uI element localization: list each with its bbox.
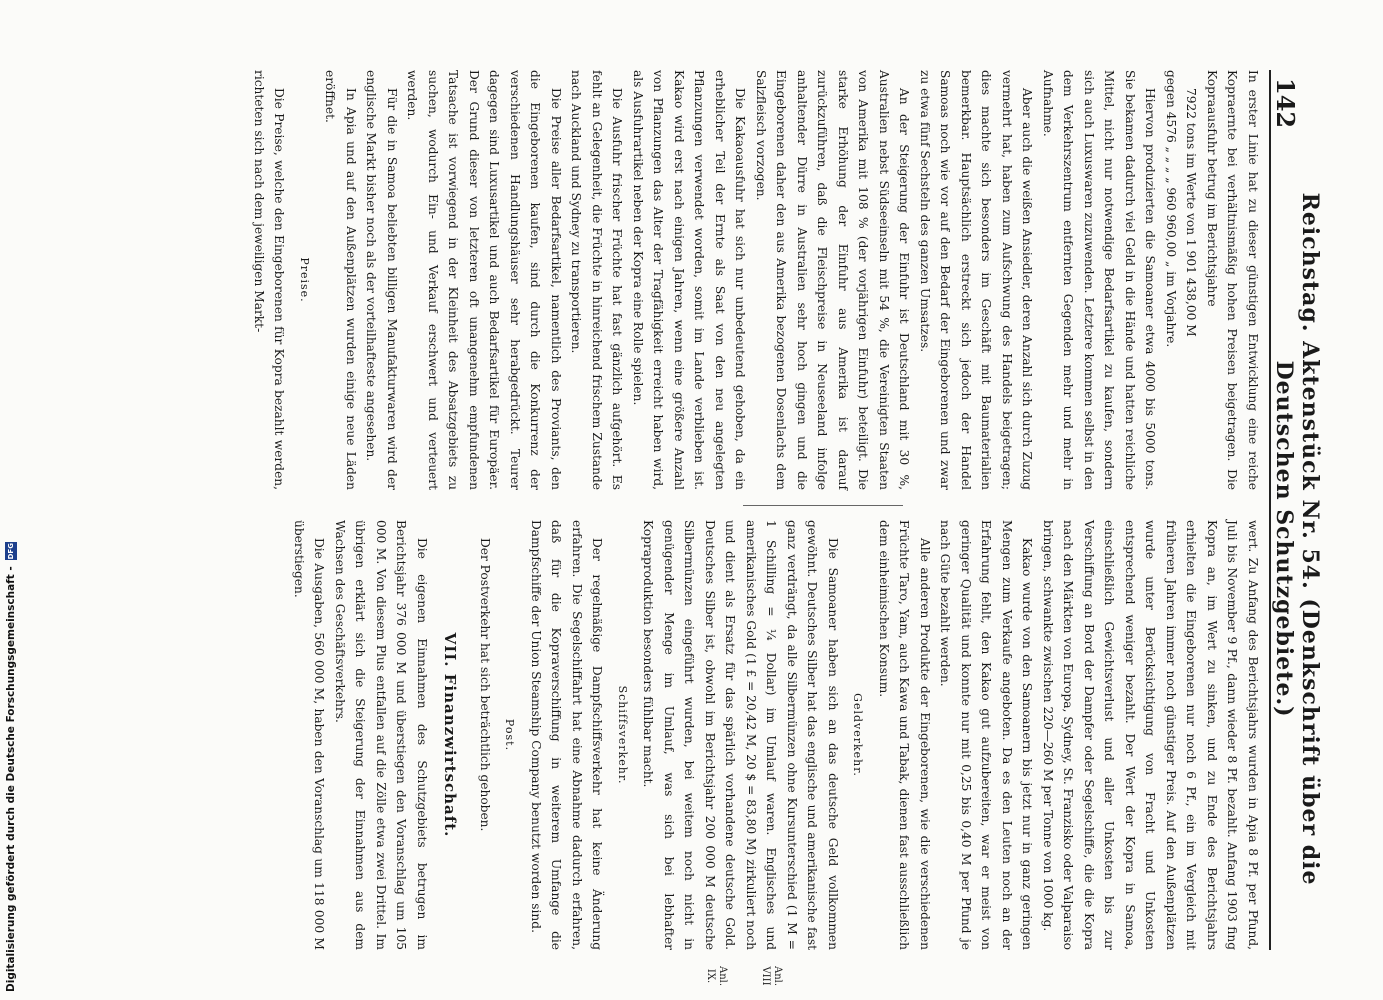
subheading-shipping: Schiffsverkehr.: [616, 685, 629, 785]
export-line: gegen 4576 „ „ „ „ 960 960,00 „ im Vorjahre.: [1164, 70, 1178, 348]
paragraph: Die Kakaoausfuhr hat sich nur unbedeutend gehoben, da ein erheblicher Teil der Ernte als Saat von den neu angelegten Pflanzungen verwendet worden, somit im Lande verblieben ist. Kakao wird erst nach einigen Jahren, wenn eine größere Anzahl von Pflanzungen das Alter der Tragfähigkeit erreicht haben wird, als Ausfuhrartikel neben der Kopra eine Rolle spielen.: [631, 70, 748, 490]
page-title: Reichstag. Aktenstück Nr. 54. (Denkschrift über die Deutschen Schutzgebiete.): [1271, 192, 1323, 886]
paragraph: wert. Zu Anfang des Berichtsjahrs wurden in Apia 8 Pf. per Pfund, Juli bis November 9 Pf., dann wieder 8 Pf. bezahlt. Anfang 1903 fing Kopra an, im Wert zu sinken, und zu Ende des Berichtsjahrs erhielten die Eingeborenen nur noch 6 Pf., ein im Vergleich mit früheren Jahren immer noch günstiger Preis. Auf den Außenplätzen wurde unter Berücksichtigung von Fracht und Unkosten entsprechend weniger bezahlt. Der Wert der Kopra in Samoa, einschließlich Gewichtsverlust und aller Unkosten bis zur Verschiffung an Bord der Dampfer oder Segelschiffe, die die Kopra nach den Märkten von Europa, Sydney, St. Franzisko oder Valparaiso bringen, schwankte zwischen 220—260 M per Tonne von 1000 kg.: [1041, 520, 1260, 950]
dfg-logo: DFG: [7, 543, 15, 560]
paragraph: Kakao wurde von den Samoanern bis jetzt nur in ganz geringen Mengen zum Verkaufe angeboten. Da es den Leuten noch an der Erfahrung fehlt, den Kakao gut aufzubereiten, war er meist von geringer Qualität und konnte nur mit 0,25 bis 0,40 M per Pfund je nach Güte bezahlt werden.: [938, 520, 1035, 950]
paragraph: Die Preise aller Bedarfsartikel, namentlich des Proviants, den die Eingeborenen kaufen, sind durch die Konkurrenz der verschiedenen Handlungshäuser sehr herabgedrückt. Teurer dagegen sind Luxusartikel und auch Bedarfsartikel für Europäer. Der Grund dieser von letzteren oft unangenehm empfundenen Tatsache ist vorwiegend in der Kleinheit des Absatzgebiets zu suchen, wodurch Ein- und Verkauf erschwert und verteuert werden.: [405, 70, 563, 490]
column-divider: [743, 505, 903, 506]
paragraph: Alle anderen Produkte der Eingeborenen, wie die verschiedenen Früchte Taro, Yam, auch Kawa und Tabak, dienen fast ausschließlich dem einheimischen Konsum.: [877, 520, 932, 950]
paragraph: In erster Linie hat zu dieser günstigen Entwicklung eine reiche Kopraernte bei verhältnismäßig hohen Preisen beigetragen. Die Kopraausfuhr betrug im Berichtsjahre: [1205, 70, 1260, 490]
footer-text: Digitalisierung gefördert durch die Deutsche Forschungsgemeinschaft -: [5, 566, 17, 992]
paragraph: In Apia und auf den Außenplätzen wurden einige neue Läden eröffnet.: [323, 70, 358, 490]
paragraph: Die Preise, welche den Eingeborenen für Kopra bezahlt werden, richteten sich nach dem jeweiligen Markt-: [252, 70, 287, 490]
paragraph: Der Postverkehr hat sich beträchtlich gehoben.: [478, 538, 492, 832]
paragraph: Für die in Samoa beliebten billigen Manufakturwaren wird der englische Markt bisher noch als der vorteilhafteste angesehen.: [364, 70, 399, 490]
page-header: [1269, 70, 1323, 950]
margin-note: Anl. IX.: [705, 965, 728, 987]
paragraph: Hiervon produzierten die Samoaner etwa 4000 bis 5000 tons. Sie bekamen dadurch viel Geld in die Hände und hatten reichliche Mittel, nicht nur notwendige Bedarfsartikel zu kaufen, sondern sich auch Luxuswaren zuzuwenden. Letztere kommen selbst in den dem Verkehrszentrum entfernten Gegenden mehr und mehr in Aufnahme.: [1041, 70, 1158, 490]
footer: [0, 0, 22, 1000]
subheading-prices: Preise.: [298, 257, 311, 303]
page-number: 142: [1271, 78, 1300, 129]
paragraph: Die Samoaner haben sich an das deutsche Geld vollkommen gewöhnt. Deutsches Silber hat das englische und amerikanische fast ganz verdrängt, da alle Silbermünzen ohne Kursunterschied (1 M = 1 Schilling = ¼ Dollar) im Umlauf waren. Englisches und amerikanisches Gold (1 £ = 20,42 M, 20 $ = 83,80 M) zirkuliert noch und dient als Ersatz für das spärlich vorhandene deutsche Gold. Deutsches Silber ist, obwohl im Berichtsjahr 200 000 M deutsche Silbermünzen eingeführt wurden, bei weitem noch nicht in genügender Menge im Umlauf, was sich bei lebhafter Kopraproduktion besonders fühlbar macht.: [641, 520, 840, 950]
paragraph: An der Steigerung der Einfuhr ist Deutschland mit 30 %, Australien nebst Südseeinseln mit 54 %, die Vereinigten Staaten von Amerika mit 108 % (der vorjährigen Einfuhr) beteiligt. Die starke Erhöhung der Einfuhr aus Amerika ist darauf zurückzuführen, daß die Fleischpreise in Neuseeland infolge anhaltender Dürre in Australien sehr hoch gingen und die Eingeborenen daher den aus Amerika bezogenen Dosenlachs dem Salzfleisch vorzogen.: [754, 70, 912, 490]
export-line: 7922 tons im Werte von 1 901 438,00 M: [1184, 88, 1199, 337]
paragraph: Der regelmäßige Dampfschiffsverkehr hat keine Änderung erfahren. Die Segelschiffahrt hat eine Abnahme dadurch erfahren, daß für die Kopraverschiffung in weiterem Umfange die Dampfschiffe der Union Steamship Company benutzt worden sind.: [529, 520, 605, 950]
footer-line: [2, 0, 20, 992]
paragraph: Die Ausgaben, 560 000 M, haben den Voranschlag um 118 000 M überstiegen.: [292, 520, 327, 950]
margin-note: Anl. VIII: [760, 965, 783, 987]
paragraph: Die eigenen Einnahmen des Schutzgebiets betrugen im Berichtsjahr 376 000 M und überstiegen den Voranschlag um 105 000 M. Von diesem Plus entfallen auf die Zölle etwa zwei Drittel. Im übrigen erklärt sich die Steigerung der Einnahmen aus dem Wachsen des Geschäftsverkehrs.: [333, 520, 429, 950]
paragraph: Die Ausfuhr frischer Früchte hat fast gänzlich aufgehört. Es fehlt an Gelegenheit, die Früchte in hinreichend frischem Zustande nach Auckland und Sydney zu transportieren.: [569, 70, 625, 490]
left-column: [249, 70, 1264, 490]
section-heading: VII. Finanzwirtschaft.: [441, 632, 460, 838]
subheading-money: Geldverkehr.: [851, 693, 865, 777]
right-column: [289, 520, 1264, 950]
paragraph: Aber auch die weißen Ansiedler, deren Anzahl sich durch Zuzug vermehrt hat, haben zum Aufschwung des Handels beigetragen; dies machte sich besonders im Geschäft mit Baumaterialien bemerkbar. Hauptsächlich erstreckt sich jedoch der Handel Samoas noch wie vor auf den Bedarf der Eingeborenen und zwar zu etwa fünf Sechsteln des ganzen Umsatzes.: [918, 70, 1035, 490]
subheading-post: Post.: [503, 718, 517, 752]
